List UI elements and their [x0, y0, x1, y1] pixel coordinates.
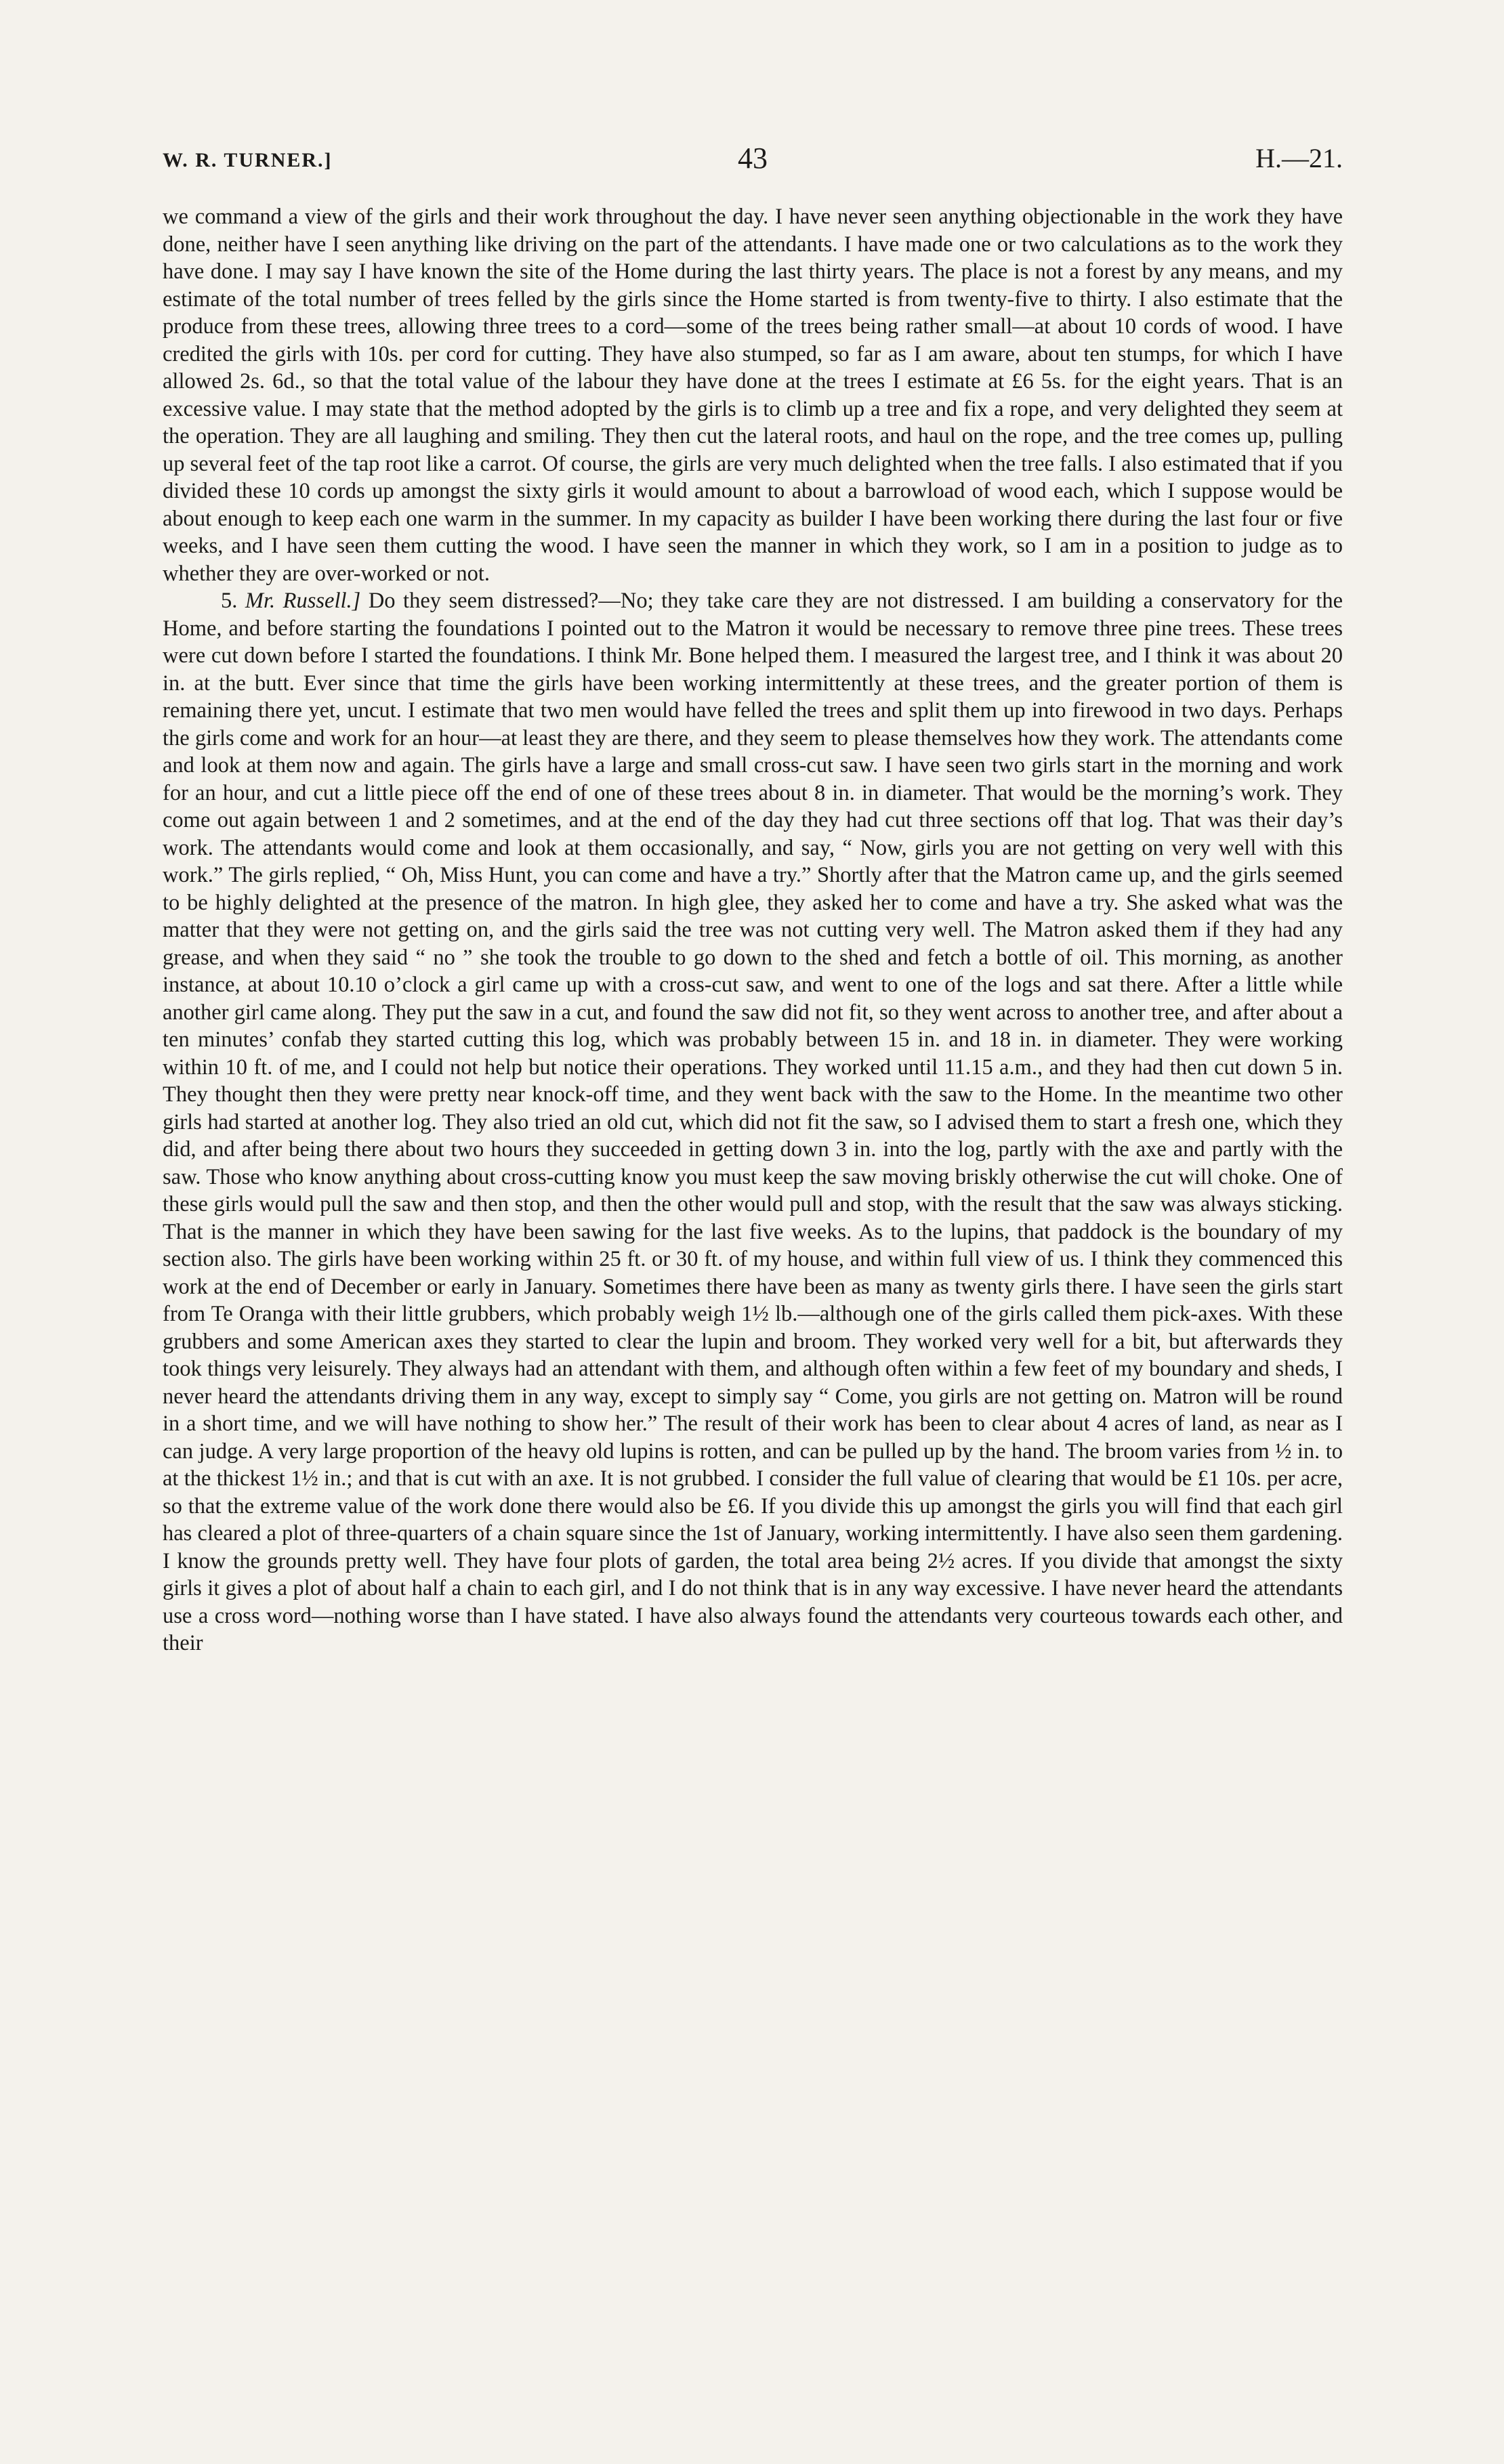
page-body — [163, 203, 1343, 1657]
paragraph: we command a view of the girls and their work throughout the day. I have never seen anything objectionable in the work they have done, neither have I seen anything like driving on the part of the attendants. I have made one or two calculations as to the work they have done. I may say I have known the site of the Home during the last thirty years. The place is not a forest by any means, and my estimate of the total number of trees felled by the girls since the Home started is from twenty-five to thirty. I also estimate that the produce from these trees, allowing three trees to a cord—some of the trees being rather small—at about 10 cords of wood. I have credited the girls with 10s. per cord for cutting. They have also stumped, so far as I am aware, about ten stumps, for which I have allowed 2s. 6d., so that the total value of the labour they have done at the trees I estimate at £6 5s. for the eight years. That is an excessive value. I may state that the method adopted by the girls is to climb up a tree and fix a rope, and very delighted they seem at the operation. They are all laughing and smiling. They then cut the lateral roots, and haul on the rope, and the tree comes up, pulling up several feet of the tap root like a carrot. Of course, the girls are very much delighted when the tree falls. I also estimated that if you divided these 10 cords up amongst the sixty girls it would amount to about a barrowload of wood each, which I suppose would be about enough to keep each one warm in the summer. In my capacity as builder I have been working there during the last four or five weeks, and I have seen them cutting the wood. I have seen the manner in which they work, so I am in a position to judge as to whether they are over-worked or not. — [163, 205, 1343, 586]
document-reference: H.—21. — [1255, 143, 1343, 173]
witness-name: W. R. TURNER.] — [163, 149, 333, 171]
page-header — [163, 141, 1343, 182]
paragraph — [163, 587, 1343, 1657]
document-page — [163, 0, 1343, 2464]
page-number: 43 — [738, 142, 768, 175]
paragraph-text: Do they seem distressed?—No; they take care they are not distressed. I am building a conservatory for the Home, and before starting the foundations I pointed out to the Matron it would be necessary to remove three pine trees. These trees were cut down before I started the foundations. I think Mr. Bone helped them. I measured the largest tree, and I think it was about 20 in. at the butt. Ever since that time the girls have been working intermittently at these trees, and the greater portion of them is remaining there yet, uncut. I estimate that two men would have felled the trees and split them up into firewood in two days. Perhaps the girls come and work for an hour—at least they are there, and they seem to please themselves how they work. The attendants come and look at them now and again. The girls have a large and small cross-cut saw. I have seen two girls start in the morning and work for an hour, and cut a little piece off the end of one of these trees about 8 in. in diameter. That would be the morning’s work. They come out again between 1 and 2 sometimes, and at the end of the day they had cut three sections off that log. That was their day’s work. The attendants would come and look at them occasionally, and say, “ Now, girls you are not getting on very well with this work.” The girls replied, “ Oh, Miss Hunt, you can come and have a try.” Shortly after that the Matron came up, and the girls seemed to be highly delighted at the presence of the matron. In high glee, they asked her to come and have a try. She asked what was the matter that they were not getting on, and the girls said the tree was not cutting very well. The Matron asked them if they had any grease, and when they said “ no ” she took the trouble to go down to the shed and fetch a bottle of oil. This morning, as another instance, at about 10.10 o’clock a girl came up with a cross-cut saw, and went to one of the logs and sat there. After a little while another girl came along. They put the saw in a cut, and found the saw did not fit, so they went across to another tree, and after about a ten minutes’ confab they started cutting this log, which was probably between 15 in. and 18 in. in diameter. They were working within 10 ft. of me, and I could not help but notice their operations. They worked until 11.15 a.m., and they had then cut down 5 in. They thought then they were pretty near knock-off time, and they went back with the saw to the Home. In the meantime two other girls had started at another log. They also tried an old cut, which did not fit the saw, so I advised them to start a fresh one, which they did, and after being there about two hours they succeeded in getting down 3 in. into the log, partly with the axe and partly with the saw. Those who know anything about cross-cutting know you must keep the saw moving briskly otherwise the cut will choke. One of these girls would pull the saw and then stop, and then the other would pull and stop, with the result that the saw was always sticking. That is the manner in which they have been sawing for the last five weeks. As to the lupins, that paddock is the boundary of my section also. The girls have been working within 25 ft. or 30 ft. of my house, and within full view of us. I think they commenced this work at the end of December or early in January. Sometimes there have been as many as twenty girls there. I have seen the girls start from Te Oranga with their little grubbers, which probably weigh 1½ lb.—although one of the girls called them pick-axes. With these grubbers and some American axes they started to clear the lupin and broom. They worked very well for a bit, but afterwards they took things very leisurely. They always had an attendant with them, and although often within a few feet of my boundary and sheds, I never heard the attendants driving them in any way, except to simply say “ Come, you girls are not getting on. Matron will be round in a short time, and we will have nothing to show her.” The result of their work has been to clear about 4 acres of land, as near as I can judge. A very large proportion of the heavy old lupins is rotten, and can be pulled up by the hand. The broom varies from ½ in. to at the thickest 1½ in.; and that is cut with an axe. It is not grubbed. I consider the full value of clearing that would be £1 10s. per acre, so that the extreme value of the work done there would also be £6. If you divide this up amongst the girls you will find that each girl has cleared a plot of three-quarters of a chain square since the 1st of January, working intermittently. I have also seen them gardening. I know the grounds pretty well. They have four plots of garden, the total area being 2½ acres. If you divide that amongst the sixty girls it gives a plot of about half a chain to each girl, and I do not think that is in any way excessive. I have never heard the attendants use a cross word—nothing worse than I have stated. I have also always found the attendants very courteous towards each other, and their — [163, 589, 1343, 1655]
speaker-name: Mr. Russell.] — [245, 589, 361, 613]
question-number: 5. — [221, 589, 238, 613]
